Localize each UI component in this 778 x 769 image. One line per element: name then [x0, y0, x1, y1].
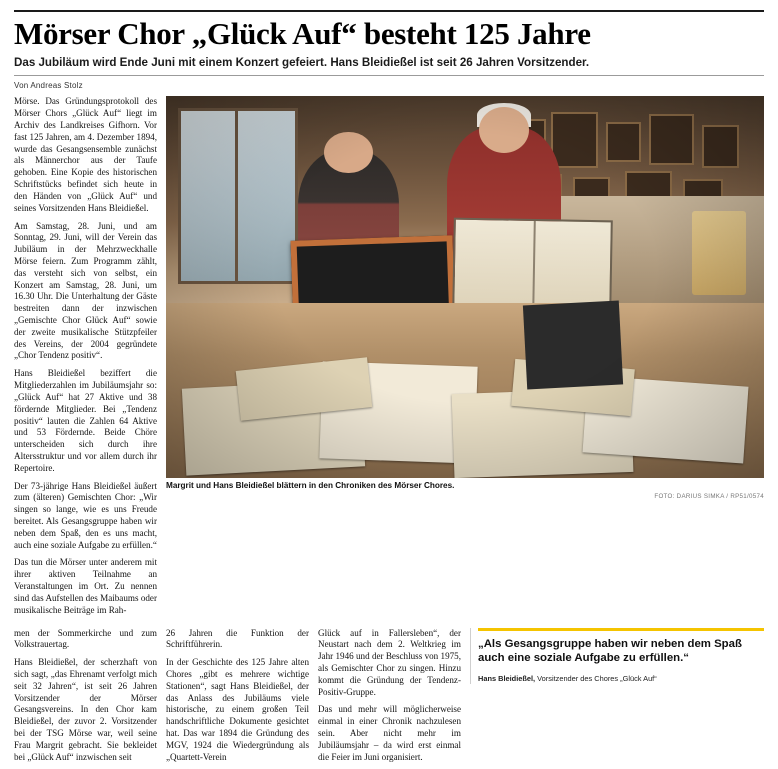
- paragraph: Am Samstag, 28. Juni, und am Sonntag, 29. Juni, will der Verein das Jubiläum in der Mehrzweckhalle Mörse feiern. Zum Programm zählt, das versteht sich von selbst, ein Konzert am Samstag, 28. Juni, um 16.30 Uhr. Die Unterhaltung der Gäste bestreiten dann der inzwischen „Gemischte Chor Glück Auf“ sowie der zweite musikalische Stützpfeiler des Vereins, der 2004 gegründete „Chor Tendenz positiv“.: [14, 220, 157, 361]
- quote-attribution-role: Vorsitzender des Chores „Glück Auf“: [537, 674, 657, 684]
- paragraph: Das tun die Mörser unter anderem mit ihrer aktiven Teilnahme an Veranstaltungen im Ort. Zu nennen sind das Aufstellen des Maibaums oder musikalische Beiträge im Rah-: [14, 557, 157, 615]
- paragraph: Hans Bleidießel beziffert die Mitgliederzahlen im Jubiläumsjahr so: „Glück Auf“ hat 27 Aktive und 38 fördernde Mitglieder. Bei „Tendenz positiv“ lauten die Zahlen 64 Aktive und 53 Fördernde. Beide Chöre unterscheiden sich durch ihre Altersstruktur und vor allem durch ihr Repertoire.: [14, 368, 157, 473]
- article-photo: [166, 96, 764, 478]
- paragraph: men der Sommerkirche und zum Volkstrauertag.: [14, 627, 157, 650]
- headline-divider: [14, 75, 764, 76]
- photo-vignette: [166, 96, 764, 478]
- paragraph: Glück auf in Fallersleben“, der Neustart nach dem 2. Weltkrieg im Jahr 1946 und der Beschluss von 1975, als Gemischter Chor zu singen. Hinzu kommt die Gründung der Tendenz-Positiv-Gruppe.: [318, 627, 461, 697]
- column-4: [318, 628, 461, 769]
- paragraph: In der Geschichte des 125 Jahre alten Chores „gibt es mehrere wichtige Stationen“, sagt Hans Bleidießel, der das Anlass des Jubiläums viele historische, zu einem großen Teil handschriftliche Dokumente gesichtet hat. Das war 1894 die Gründung des MGV, 1924 die Wiedergründung als „Quartett-Verein: [166, 657, 309, 762]
- paragraph: Das und mehr will möglicherweise einmal in einer Chronik nachzulesen sein. Aber nicht mehr im Jubiläumsjahr – da wird erst einmal die Feier im Juni organisiert.: [318, 704, 461, 762]
- bottom-section: [14, 628, 764, 769]
- page-title: Mörser Chor „Glück Auf“ besteht 125 Jahre: [14, 16, 591, 51]
- subheadline: Das Jubiläum wird Ende Juni mit einem Konzert gefeiert. Hans Bleidießel ist seit 26 Jahren Vorsitzender.: [14, 55, 590, 69]
- column-2: [14, 628, 157, 769]
- column-1: [14, 96, 157, 622]
- top-section: [14, 96, 764, 622]
- byline: Von Andreas Stolz: [14, 81, 83, 91]
- quote-attribution-name: Hans Bleidießel,: [478, 674, 536, 684]
- top-divider: [14, 10, 764, 12]
- paragraph: Der 73-jährige Hans Bleidießel äußert zum (älteren) Gemischten Chor: „Wir singen so lange, wie es uns Freude bereitet. Als Gesangsgruppe haben wir neben dem Spaß, den es uns macht, auch eine soziale Aufgabe zu erfüllen.“: [14, 480, 157, 550]
- quote-left-divider: [470, 628, 471, 684]
- quote-attribution: [478, 674, 764, 684]
- photo-caption: Margrit und Hans Bleidießel blättern in den Chroniken des Mörser Chores.: [166, 481, 455, 491]
- paragraph: 26 Jahren die Funktion der Schriftführerin.: [166, 627, 309, 650]
- photo-credit: FOTO: DARIUS SIMKA / RP51/0574: [654, 493, 764, 501]
- quote-accent-rule: [478, 628, 764, 631]
- paragraph: Mörse. Das Gründungsprotokoll des Mörser Chors „Glück Auf“ liegt im Archiv des Landkreises Gifhorn. Vor fast 125 Jahren, am 4. Dezember 1894, wurde das Gesangsensemble zunächst als Männerchor aus der Taufe gehoben. Eine Kopie des historischen Schriftstücks befindet sich heute in den Händen von „Glück Auf“ und seines Vorsitzenden Hans Bleidießel.: [14, 96, 157, 213]
- quote-text: „Als Gesangsgruppe haben wir neben dem Spaß auch eine soziale Aufgabe zu erfüllen.“: [478, 637, 742, 665]
- pull-quote: [470, 628, 764, 684]
- paragraph: Hans Bleidießel, der scherzhaft von sich sagt, „das Ehrenamt verfolgt mich seit 32 Jahren“, ist seit 26 Jahren Vorsitzender der Mörser Gesangsvereins. In den Chor kam Bleidießel, der zuvor 2. Vorsitzender bei der TSG Mörse war, weil seine Frau Margrit gebracht. Sie bekleidet bei „Glück Auf“ inzwischen seit: [14, 657, 157, 762]
- column-3: [166, 628, 309, 769]
- article-photo-block: [166, 96, 764, 500]
